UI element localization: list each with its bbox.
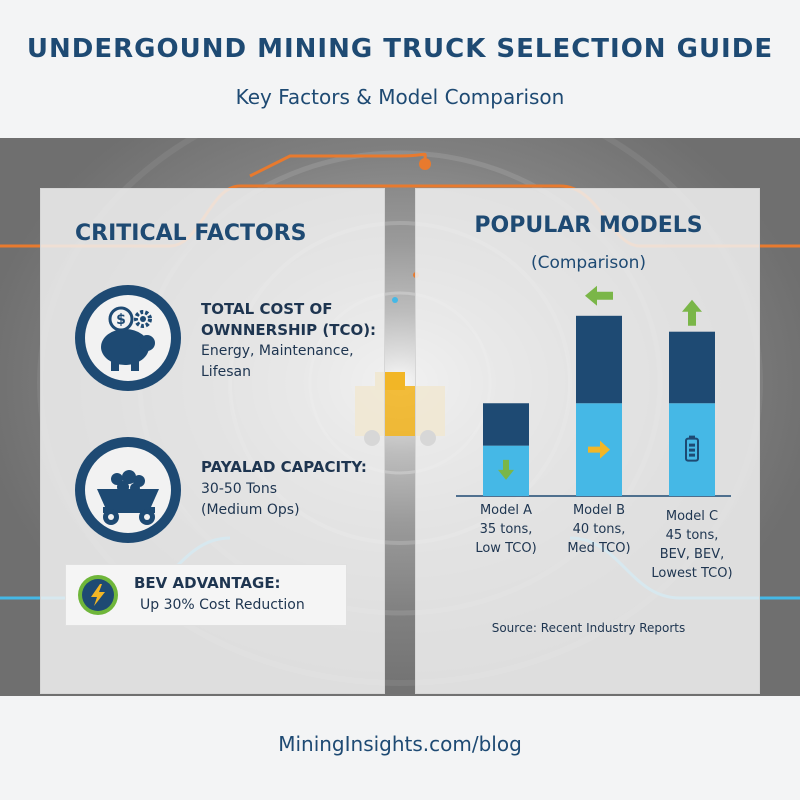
bar-model-b-segment-2 — [576, 316, 622, 403]
tco-text-line2: Lifesan — [201, 364, 251, 380]
left-arrow-icon — [585, 286, 613, 306]
bev-description: Up 30% Cost Reduction — [140, 597, 305, 613]
svg-text:$: $ — [116, 312, 126, 328]
tco-description — [201, 341, 381, 383]
loaded-truck-icon — [75, 437, 181, 543]
payload-description — [201, 479, 381, 521]
popular-models-heading: POPULAR MODELS — [474, 213, 703, 238]
up-arrow-icon — [682, 300, 702, 326]
category-label-line: Model A — [479, 503, 533, 518]
tco-title-line1: TOTAL COST OF — [201, 300, 333, 318]
category-label-line: Lowest TCO) — [651, 566, 733, 581]
payload-title: PAYALAD CAPACITY: — [201, 458, 367, 476]
payload-text-line2: (Medium Ops) — [201, 502, 300, 518]
tunnel-background — [0, 138, 800, 696]
bar-model-c-segment-2 — [669, 332, 715, 404]
category-label-model-c — [637, 507, 747, 583]
category-label-line: Med TCO) — [567, 541, 631, 556]
category-label-line: 40 tons, — [572, 522, 626, 537]
category-label-line: Low TCO) — [475, 541, 537, 556]
category-label-line: BEV, BEV, — [659, 547, 725, 562]
page-title: UNDERGOUND MINING TRUCK SELECTION GUIDE — [26, 34, 774, 64]
category-label-line: Model B — [572, 503, 626, 518]
piggy-bank-icon — [75, 285, 181, 391]
payload-text-line1: 30-50 Tons — [201, 481, 278, 497]
category-label-line: 35 tons, — [479, 522, 533, 537]
footer — [0, 696, 800, 800]
bev-title: BEV ADVANTAGE: — [134, 574, 281, 592]
critical-factors-panel — [40, 188, 385, 694]
page-subtitle: Key Factors & Model Comparison — [235, 85, 565, 109]
bar-model-a-segment-2 — [483, 403, 529, 445]
category-label-line: Model C — [665, 509, 719, 524]
tco-title — [201, 299, 381, 341]
source-note: Source: Recent Industry Reports — [491, 621, 686, 635]
bev-advantage-box — [65, 564, 347, 626]
header — [0, 0, 800, 138]
footer-link[interactable]: MiningInsights.com/blog — [278, 732, 522, 756]
critical-factors-heading: CRITICAL FACTORS — [75, 221, 307, 246]
lightning-bolt-icon — [78, 575, 118, 615]
popular-models-subheading: (Comparison) — [530, 253, 647, 273]
tco-title-line2: OWNNERSHIP (TCO): — [201, 321, 377, 339]
popular-models-panel — [415, 188, 760, 694]
tco-text-line1: Energy, Maintenance, — [201, 343, 354, 359]
category-label-line: 45 tons, — [665, 528, 719, 543]
